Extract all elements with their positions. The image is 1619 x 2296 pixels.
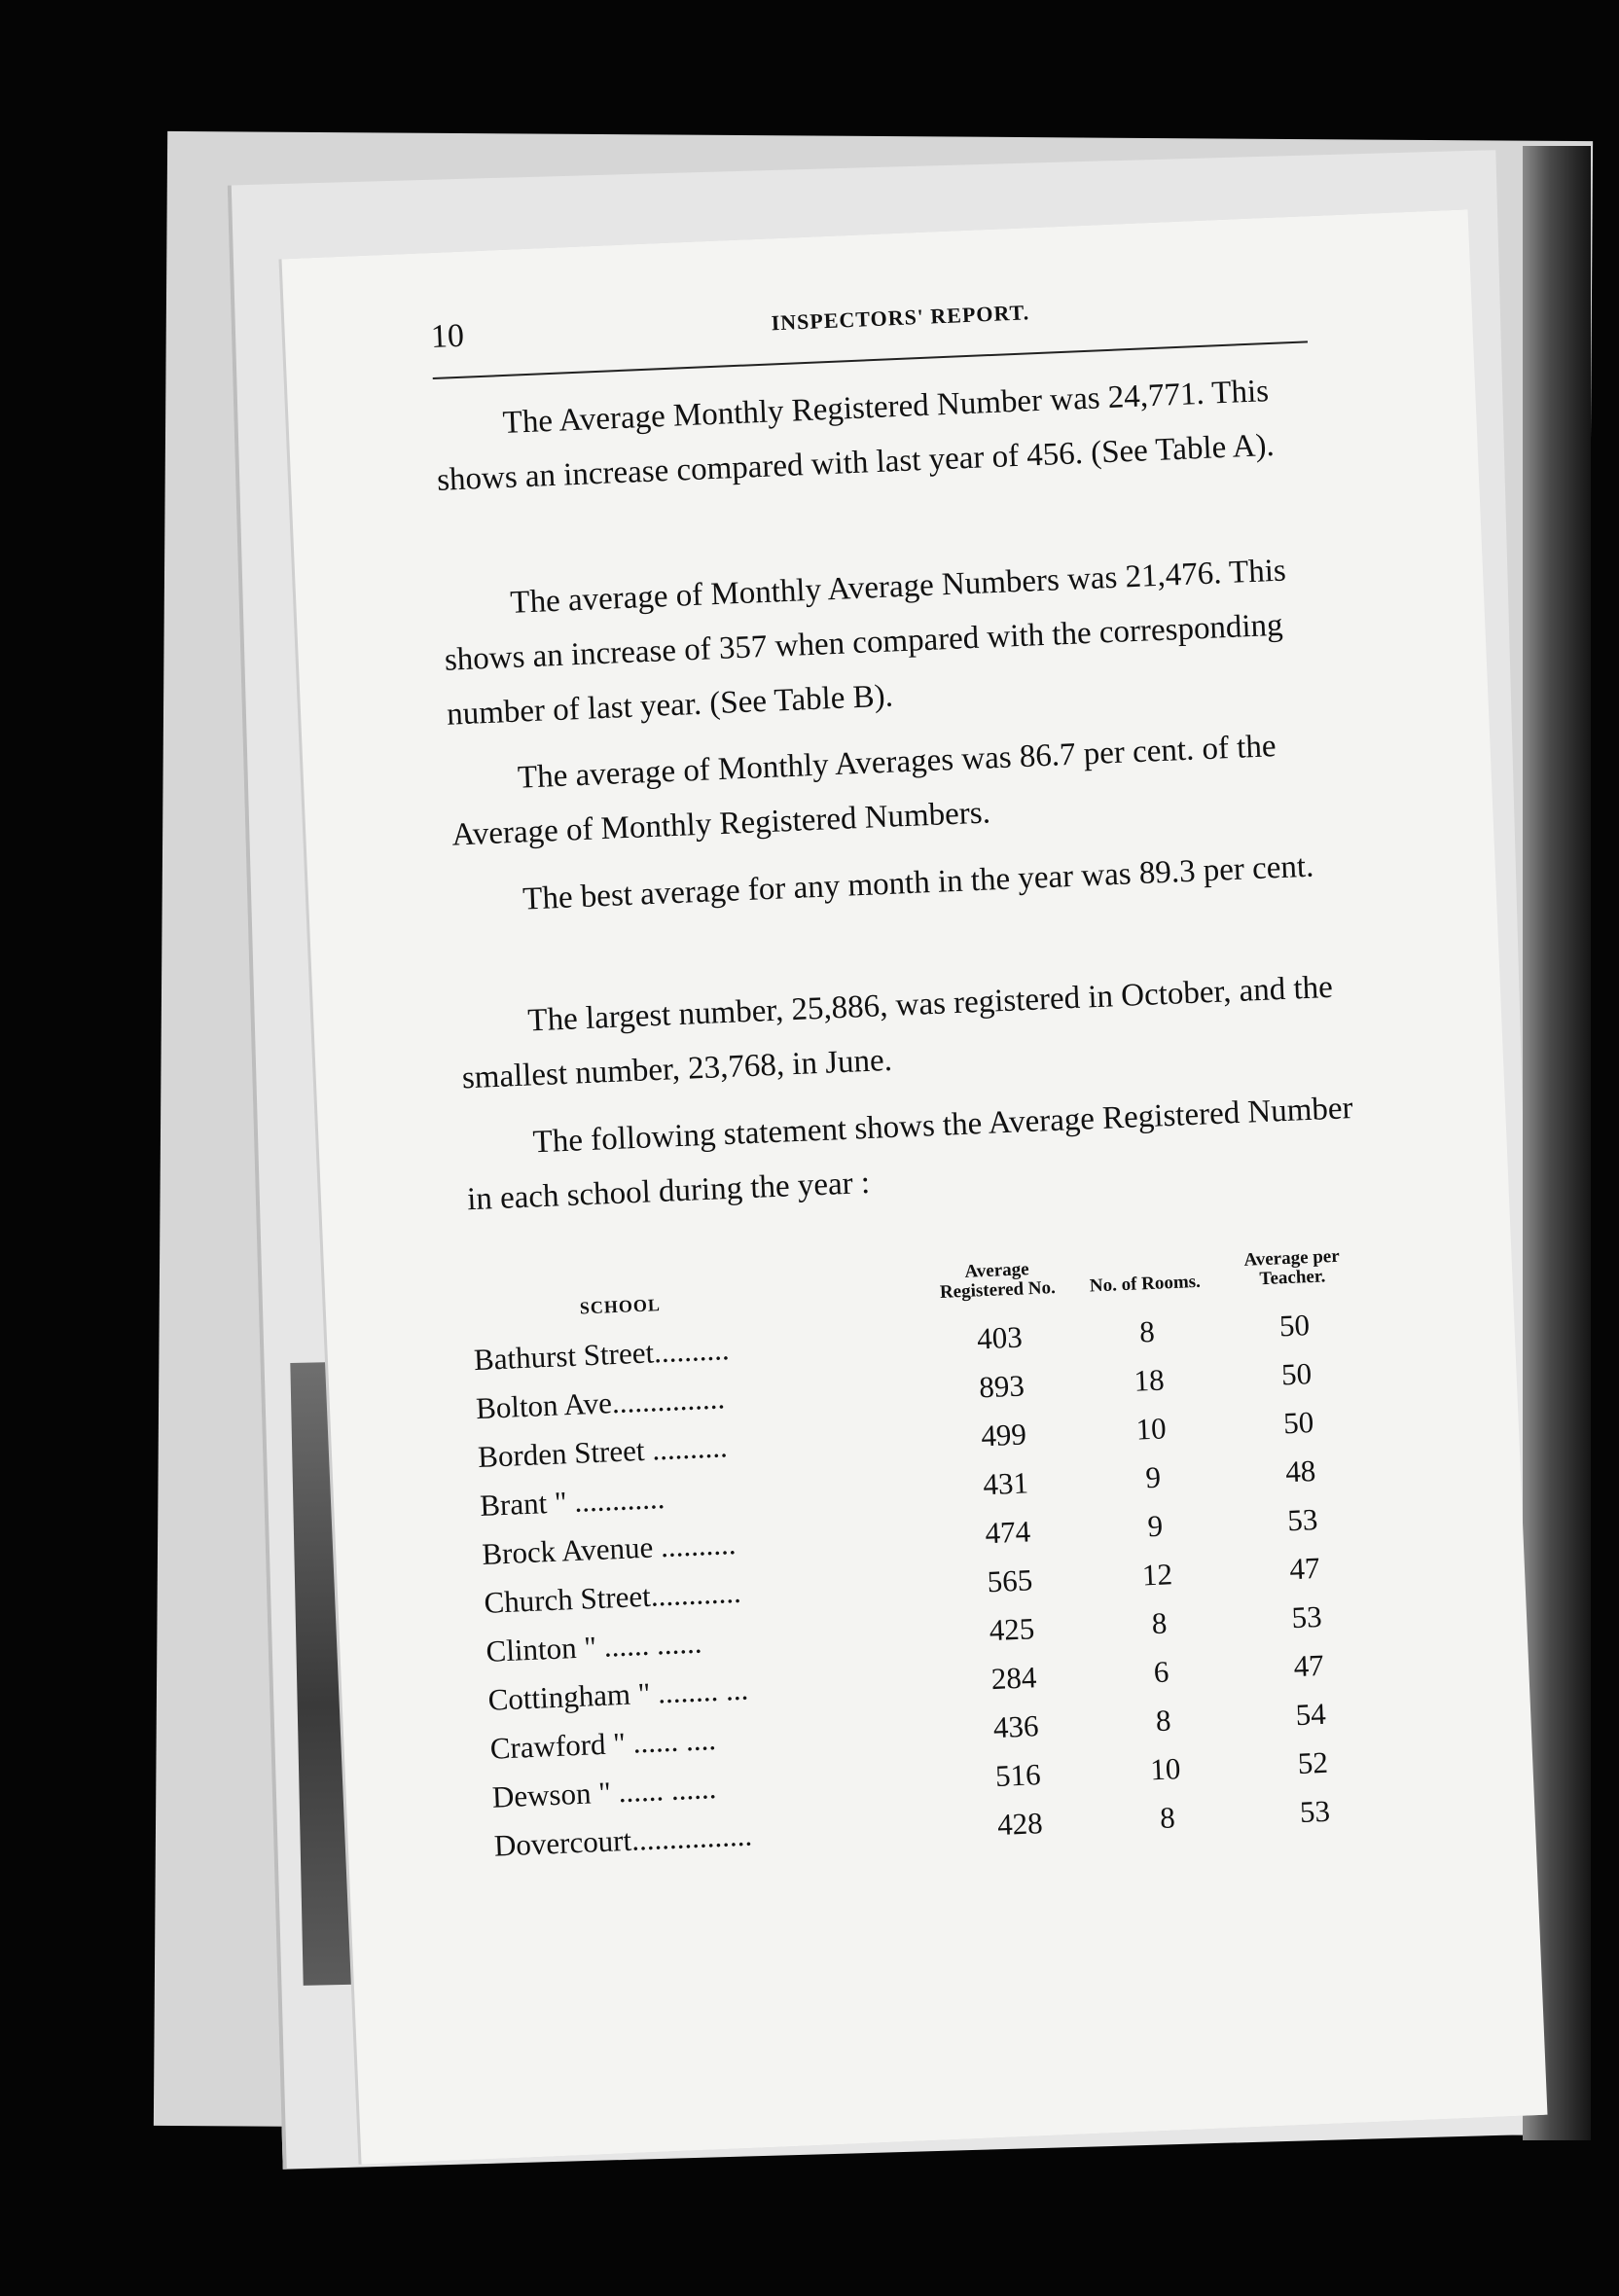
school-name-cell: Bolton Ave............... bbox=[475, 1381, 726, 1426]
per-teacher-cell: 50 bbox=[1280, 1356, 1313, 1392]
school-name-cell: Brant " ............ bbox=[479, 1481, 666, 1523]
registered-cell: 428 bbox=[996, 1806, 1044, 1842]
school-table bbox=[471, 1246, 1389, 1871]
registered-cell: 425 bbox=[989, 1611, 1035, 1648]
running-head: INSPECTORS' REPORT. bbox=[771, 300, 1030, 336]
school-name-cell: Borden Street .......... bbox=[477, 1429, 729, 1475]
registered-cell: 893 bbox=[978, 1368, 1025, 1405]
rooms-cell: 12 bbox=[1141, 1557, 1173, 1593]
rooms-cell: 8 bbox=[1159, 1800, 1176, 1835]
registered-cell: 284 bbox=[990, 1660, 1038, 1697]
school-name-cell: Brock Avenue .......... bbox=[481, 1526, 738, 1571]
paragraph-statement-intro: The following statement shows the Average Registered Number in each school during the year : bbox=[466, 1091, 1354, 1218]
per-teacher-cell: 53 bbox=[1286, 1501, 1319, 1538]
column-header-registered: Average Registered No. bbox=[939, 1259, 1057, 1303]
rooms-cell: 9 bbox=[1144, 1459, 1162, 1495]
registered-cell: 499 bbox=[980, 1417, 1027, 1453]
paragraph-best-average: The best average for any month in the year was 89.3 per cent. bbox=[522, 848, 1315, 917]
per-teacher-cell: 50 bbox=[1278, 1308, 1311, 1344]
rooms-cell: 9 bbox=[1146, 1508, 1164, 1544]
per-teacher-cell: 47 bbox=[1292, 1647, 1325, 1684]
school-name-cell: Dovercourt................ bbox=[493, 1817, 753, 1863]
paragraph-registered-number: The Average Monthly Registered Number was 24,771. This shows an increase compared with last year of 456. (See Table A). bbox=[436, 374, 1276, 498]
school-name-cell: Bathurst Street.......... bbox=[473, 1332, 731, 1378]
rooms-cell: 8 bbox=[1138, 1313, 1156, 1349]
registered-cell: 436 bbox=[992, 1708, 1040, 1745]
report-page bbox=[281, 209, 1547, 2164]
rooms-cell: 6 bbox=[1153, 1654, 1170, 1690]
school-name-cell: Crawford " ...... .... bbox=[489, 1722, 717, 1766]
rooms-cell: 8 bbox=[1151, 1605, 1168, 1641]
paragraph-monthly-averages: The average of Monthly Averages was 86.7 per cent. of the Average of Monthly Registered Numbers. bbox=[450, 729, 1277, 853]
school-name-cell: Church Street............ bbox=[483, 1574, 742, 1620]
per-teacher-cell: 53 bbox=[1290, 1598, 1323, 1635]
registered-cell: 516 bbox=[994, 1757, 1042, 1794]
rooms-cell: 18 bbox=[1133, 1362, 1166, 1398]
school-name-cell: Cottingham " ........ ... bbox=[486, 1671, 749, 1717]
paragraph-average-numbers: The average of Monthly Average Numbers was 21,476. This shows an increase of 357 when compared with the corresponding number of last year. (See Table B). bbox=[444, 553, 1287, 733]
per-teacher-cell: 50 bbox=[1282, 1405, 1314, 1441]
column-header-rooms: No. of Rooms. bbox=[1089, 1271, 1202, 1297]
paragraph-largest-smallest: The largest number, 25,886, was registered in October, and the smallest number, 23,768, in June. bbox=[461, 969, 1334, 1096]
per-teacher-cell: 48 bbox=[1284, 1453, 1316, 1489]
rooms-cell: 10 bbox=[1134, 1411, 1168, 1447]
per-teacher-cell: 53 bbox=[1299, 1793, 1331, 1829]
registered-cell: 565 bbox=[986, 1562, 1033, 1599]
column-header-school: SCHOOL bbox=[579, 1295, 662, 1318]
column-header-per-teacher: Average per Teacher. bbox=[1243, 1245, 1341, 1290]
per-teacher-cell: 47 bbox=[1288, 1550, 1321, 1587]
per-teacher-cell: 52 bbox=[1297, 1744, 1329, 1781]
rooms-cell: 10 bbox=[1149, 1751, 1181, 1787]
per-teacher-cell: 54 bbox=[1294, 1696, 1327, 1733]
registered-cell: 403 bbox=[976, 1319, 1024, 1356]
registered-cell: 431 bbox=[982, 1465, 1029, 1502]
page-number: 10 bbox=[430, 317, 465, 356]
school-name-cell: Clinton " ...... ...... bbox=[485, 1625, 703, 1668]
registered-cell: 474 bbox=[984, 1514, 1031, 1551]
school-name-cell: Dewson " ...... ...... bbox=[491, 1771, 717, 1814]
rooms-cell: 8 bbox=[1155, 1703, 1172, 1739]
